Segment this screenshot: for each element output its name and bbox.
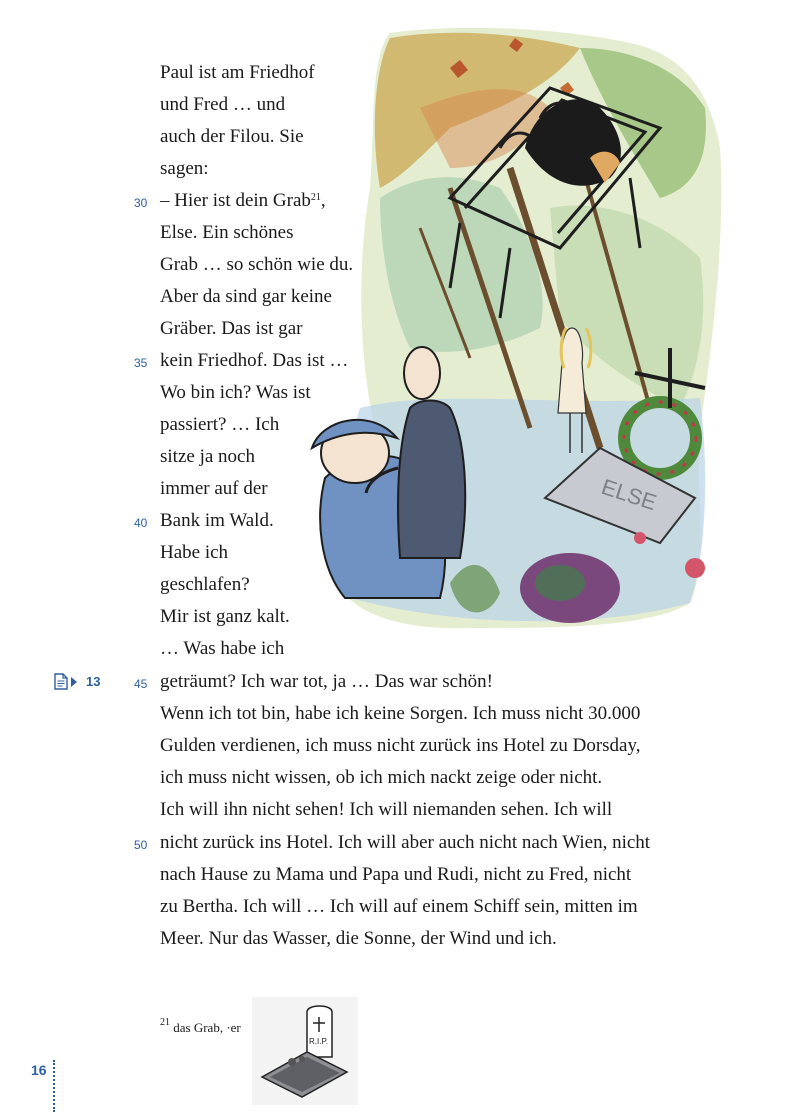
text-line-26: nach Hause zu Mama und Papa und Rudi, nicht zu Fred, nicht bbox=[160, 864, 632, 885]
text-line-11: Wo bin ich? Was ist bbox=[160, 382, 311, 403]
text-line-4: sagen: bbox=[160, 158, 209, 179]
text-line-17: geschlafen? bbox=[160, 574, 250, 595]
line-number-40: 40 bbox=[134, 516, 148, 530]
play-icon bbox=[70, 676, 78, 688]
text-line-9: Gräber. Das ist gar bbox=[160, 318, 303, 339]
line-number-50: 50 bbox=[134, 838, 148, 852]
mini-grave-text: R.I.P. bbox=[309, 1037, 328, 1046]
text-line-22: Gulden verdienen, ich muss nicht zurück ins Hotel zu Dorsday, bbox=[160, 735, 641, 756]
text-line-3: auch der Filou. Sie bbox=[160, 126, 304, 147]
gravestone-text: ELSE bbox=[598, 473, 660, 516]
text-line-18: Mir ist ganz kalt. bbox=[160, 606, 290, 627]
footnote-reference: 21 bbox=[310, 192, 321, 203]
text-line-5 bbox=[160, 185, 326, 217]
text-line-28: Meer. Nur das Wasser, die Sonne, der Wind und ich. bbox=[160, 928, 557, 949]
line-number-30: 30 bbox=[134, 196, 148, 210]
footnote bbox=[160, 1017, 241, 1036]
text-line-10: kein Friedhof. Das ist … bbox=[160, 350, 349, 371]
audio-track-marker[interactable] bbox=[54, 673, 100, 690]
text-line-27: zu Bertha. Ich will … Ich will auf einem Schiff sein, mitten im bbox=[160, 896, 638, 917]
text-line-13: sitze ja noch bbox=[160, 446, 255, 467]
text-line-24: Ich will ihn nicht sehen! Ich will niemanden sehen. Ich will bbox=[160, 799, 613, 820]
line-number-45: 45 bbox=[134, 677, 148, 691]
text-line-5-trail: , bbox=[320, 190, 326, 211]
cemetery-illustration bbox=[300, 28, 730, 643]
text-line-2: und Fred … und bbox=[160, 94, 286, 115]
text-line-21: Wenn ich tot bin, habe ich keine Sorgen. Ich muss nicht 30.000 bbox=[160, 703, 641, 724]
footnote-text: das Grab, ·er bbox=[173, 1020, 241, 1035]
footnote-marker: 21 bbox=[160, 1017, 170, 1028]
text-line-14: immer auf der bbox=[160, 478, 268, 499]
text-line-6: Else. Ein schönes bbox=[160, 222, 294, 243]
page-number-divider bbox=[53, 1060, 55, 1112]
grave-sketch-image bbox=[252, 997, 358, 1105]
document-icon bbox=[54, 673, 68, 690]
text-line-1: Paul ist am Friedhof bbox=[160, 62, 315, 83]
page-number: 16 bbox=[31, 1062, 47, 1078]
text-line-16: Habe ich bbox=[160, 542, 229, 563]
text-line-12: passiert? … Ich bbox=[160, 414, 280, 435]
text-line-19: … Was habe ich bbox=[160, 638, 285, 659]
text-line-5-content: – Hier ist dein Grab bbox=[160, 190, 311, 211]
audio-track-number: 13 bbox=[86, 674, 101, 689]
line-number-35: 35 bbox=[134, 356, 148, 370]
text-line-20: geträumt? Ich war tot, ja … Das war schön! bbox=[160, 671, 493, 692]
text-line-25: nicht zurück ins Hotel. Ich will aber auch nicht nach Wien, nicht bbox=[160, 832, 651, 853]
text-line-15: Bank im Wald. bbox=[160, 510, 274, 531]
text-line-23: ich muss nicht wissen, ob ich mich nackt zeige oder nicht. bbox=[160, 767, 603, 788]
text-line-7: Grab … so schön wie du. bbox=[160, 254, 354, 275]
text-line-8: Aber da sind gar keine bbox=[160, 286, 332, 307]
